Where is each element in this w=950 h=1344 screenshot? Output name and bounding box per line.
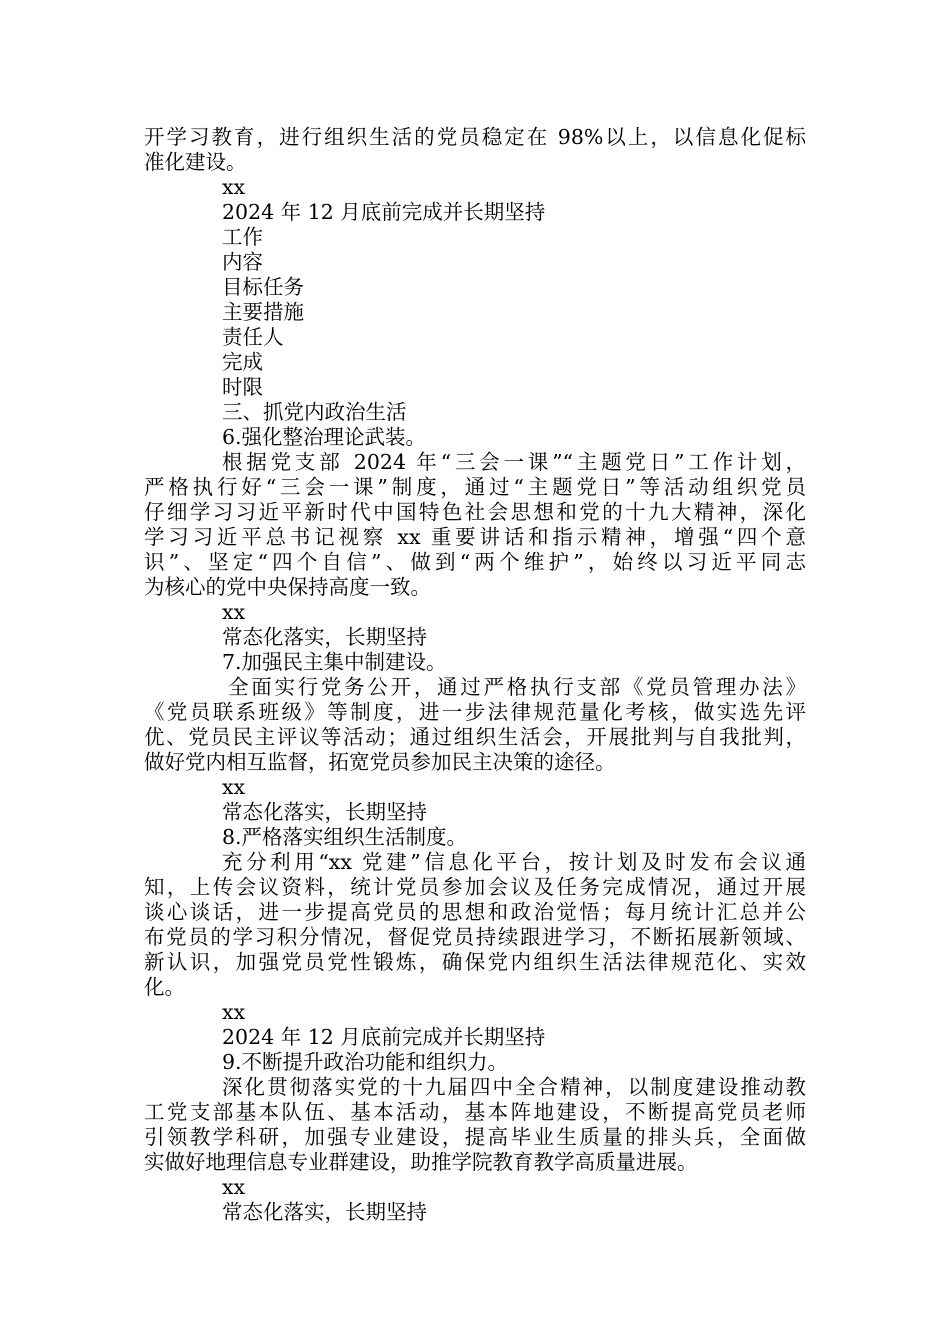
responsible-person: xx [222, 600, 246, 624]
paragraph-line: 知，上传会议资料，统计党员参加会议及任务完成情况，通过开展 [144, 875, 806, 899]
table-header: 时限 [222, 375, 263, 399]
table-header: 主要措施 [222, 300, 304, 324]
paragraph-line: 识”、坚定“四个自信”、做到“两个维护”，始终以习近平同志 [144, 550, 806, 574]
paragraph-line: 全面实行党务公开，通过严格执行支部《党员管理办法》 [228, 675, 806, 699]
paragraph-line: 做好党内相互监督，拓宽党员参加民主决策的途径。 [144, 750, 616, 774]
paragraph-line: 仔细学习习近平新时代中国特色社会思想和党的十九大精神，深化 [144, 500, 806, 524]
paragraph-line: 准化建设。 [144, 150, 247, 174]
table-header: 内容 [222, 250, 263, 274]
responsible-person: xx [222, 1000, 246, 1024]
paragraph-line: 实做好地理信息专业群建设，助推学院教育教学高质量进展。 [144, 1150, 698, 1174]
responsible-person: xx [222, 175, 246, 199]
item-heading: 9.不断提升政治功能和组织力。 [222, 1050, 509, 1074]
item-heading: 6.强化整治理论武装。 [222, 425, 427, 449]
table-header: 目标任务 [222, 275, 304, 299]
table-header: 完成 [222, 350, 263, 374]
table-header: 责任人 [222, 325, 284, 349]
item-heading: 7.加强民主集中制建设。 [222, 650, 447, 674]
paragraph-line: 为核心的党中央保持高度一致。 [144, 575, 431, 599]
paragraph-line: 学习习近平总书记视察 xx 重要讲话和指示精神，增强“四个意 [144, 525, 806, 549]
paragraph-line: 根据党支部 2024 年“三会一课”“主题党日”工作计划， [222, 450, 806, 474]
paragraph-line: 开学习教育，进行组织生活的党员稳定在 98%以上，以信息化促标 [144, 125, 806, 149]
deadline: 常态化落实，长期坚持 [222, 625, 427, 649]
paragraph-line: 工党支部基本队伍、基本活动，基本阵地建设，不断提高党员老师 [144, 1100, 806, 1124]
paragraph-line: 引领教学科研，加强专业建设，提高毕业生质量的排头兵，全面做 [144, 1125, 806, 1149]
responsible-person: xx [222, 775, 246, 799]
deadline: 常态化落实，长期坚持 [222, 800, 427, 824]
paragraph-line: 谈心谈话，进一步提高党员的思想和政治觉悟；每月统计汇总并公 [144, 900, 806, 924]
section-title: 三、抓党内政治生活 [222, 400, 407, 424]
paragraph-line: 严格执行好“三会一课”制度，通过“主题党日”等活动组织党员 [144, 475, 806, 499]
responsible-person: xx [222, 1175, 246, 1199]
paragraph-line: 深化贯彻落实党的十九届四中全合精神，以制度建设推动教 [222, 1075, 806, 1099]
paragraph-line: 布党员的学习积分情况，督促党员持续跟进学习，不断拓展新领域、 [144, 925, 806, 949]
paragraph-line: 优、党员民主评议等活动；通过组织生活会，开展批判与自我批判， [144, 725, 806, 749]
deadline: 常态化落实，长期坚持 [222, 1200, 427, 1224]
paragraph-line: 充分利用“xx 党建”信息化平台，按计划及时发布会议通 [222, 850, 806, 874]
table-header: 工作 [222, 225, 263, 249]
item-heading: 8.严格落实组织生活制度。 [222, 825, 468, 849]
paragraph-line: 新认识，加强党员党性锻炼，确保党内组织生活法律规范化、实效 [144, 950, 806, 974]
paragraph-line: 《党员联系班级》等制度，进一步法律规范量化考核，做实选先评 [144, 700, 806, 724]
deadline: 2024 年 12 月底前完成并长期坚持 [222, 1025, 546, 1049]
paragraph-line: 化。 [144, 975, 185, 999]
deadline: 2024 年 12 月底前完成并长期坚持 [222, 200, 546, 224]
